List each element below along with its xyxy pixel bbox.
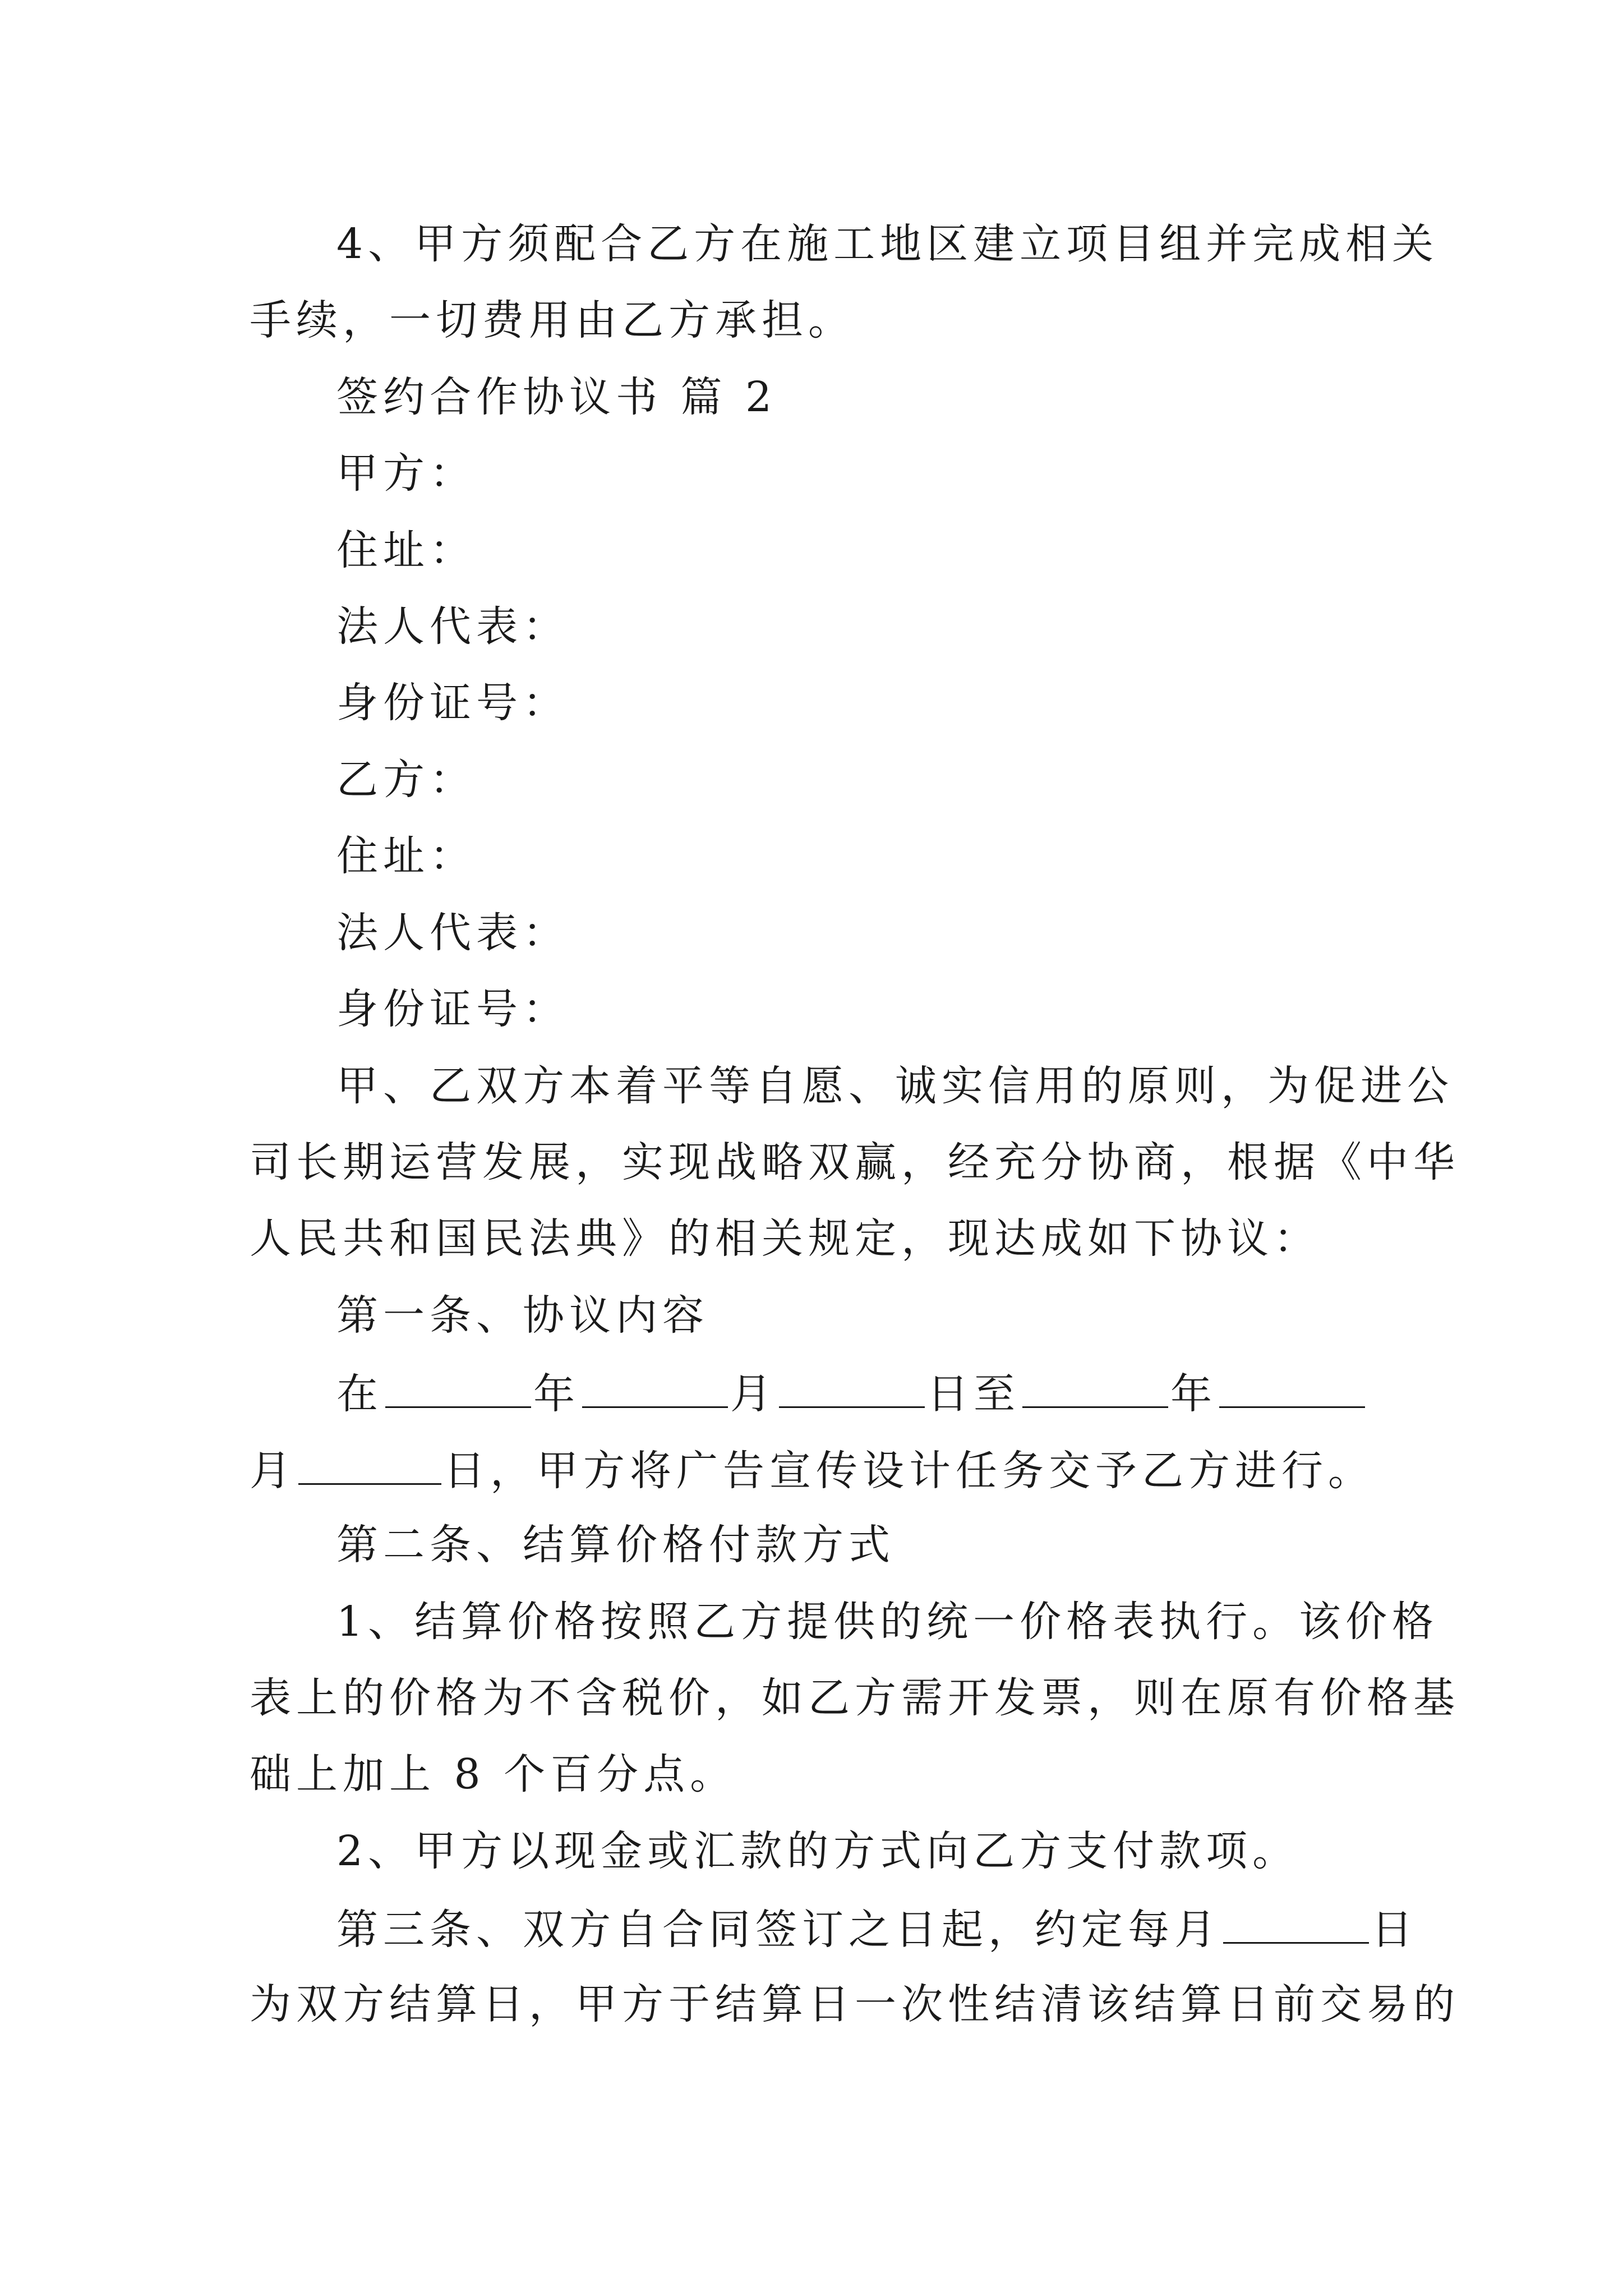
text-segment: 年: [1170, 1370, 1217, 1418]
paragraph-line: 甲、乙双方本着平等自愿、诚实信用的原则，为促进公: [336, 1062, 1454, 1110]
fill-in-blank[interactable]: [1223, 1899, 1369, 1944]
paragraph-line: 手续，一切费用由乙方承担。: [250, 296, 855, 344]
party-a-address: 住址：: [336, 526, 476, 574]
party-b-address: 住址：: [336, 832, 476, 880]
fill-in-blank[interactable]: [582, 1364, 728, 1408]
text-segment: 月: [730, 1370, 777, 1418]
section-title: 签约合作协议书 篇 2: [336, 373, 777, 421]
party-b-label: 乙方：: [336, 756, 476, 804]
fill-in-blank[interactable]: [779, 1364, 925, 1408]
paragraph-line: 础上加上 8 个百分点。: [250, 1750, 737, 1798]
fill-in-blank[interactable]: [1219, 1364, 1365, 1408]
fill-in-blank[interactable]: [385, 1364, 531, 1408]
paragraph-line: 为双方结算日，甲方于结算日一次性结清该结算日前交易的: [250, 1980, 1460, 2028]
party-a-id-number: 身份证号：: [336, 679, 569, 727]
paragraph-line: 表上的价格为不含税价，如乙方需开发票，则在原有价格基: [250, 1674, 1460, 1722]
text-segment: 在: [336, 1370, 383, 1418]
text-segment: 日至: [927, 1370, 1020, 1418]
text-segment: 日: [1371, 1906, 1418, 1954]
paragraph-line: 司长期运营发展，实现战略双赢，经充分协商，根据《中华: [250, 1138, 1460, 1186]
fill-in-blank[interactable]: [1022, 1364, 1168, 1408]
article-title: 第一条、协议内容: [336, 1291, 709, 1340]
paragraph-line: 2、甲方以现金或汇款的方式向乙方支付款项。: [336, 1827, 1299, 1875]
paragraph-line: 1、结算价格按照乙方提供的统一价格表执行。该价格: [336, 1598, 1439, 1646]
article-title: 第二条、结算价格付款方式: [336, 1521, 895, 1569]
text-segment: 日，甲方将广告宣传设计任务交予乙方进行。: [444, 1447, 1375, 1495]
date-range-line: [250, 1441, 1394, 1499]
text-segment: 第三条、双方自合同签订之日起，约定每月: [336, 1906, 1221, 1954]
party-b-id-number: 身份证号：: [336, 985, 569, 1033]
fill-in-blank[interactable]: [298, 1441, 441, 1485]
text-segment: 月: [250, 1447, 296, 1495]
party-a-representative: 法人代表：: [336, 602, 569, 651]
text-segment: 年: [533, 1370, 580, 1418]
date-range-line: [336, 1364, 1394, 1422]
settlement-line: [336, 1899, 1418, 1958]
paragraph-line: 人民共和国民法典》的相关规定，现达成如下协议：: [250, 1214, 1320, 1263]
party-a-label: 甲方：: [336, 449, 476, 498]
paragraph-line: 4、甲方须配合乙方在施工地区建立项目组并完成相关: [336, 220, 1439, 268]
party-b-representative: 法人代表：: [336, 909, 569, 957]
